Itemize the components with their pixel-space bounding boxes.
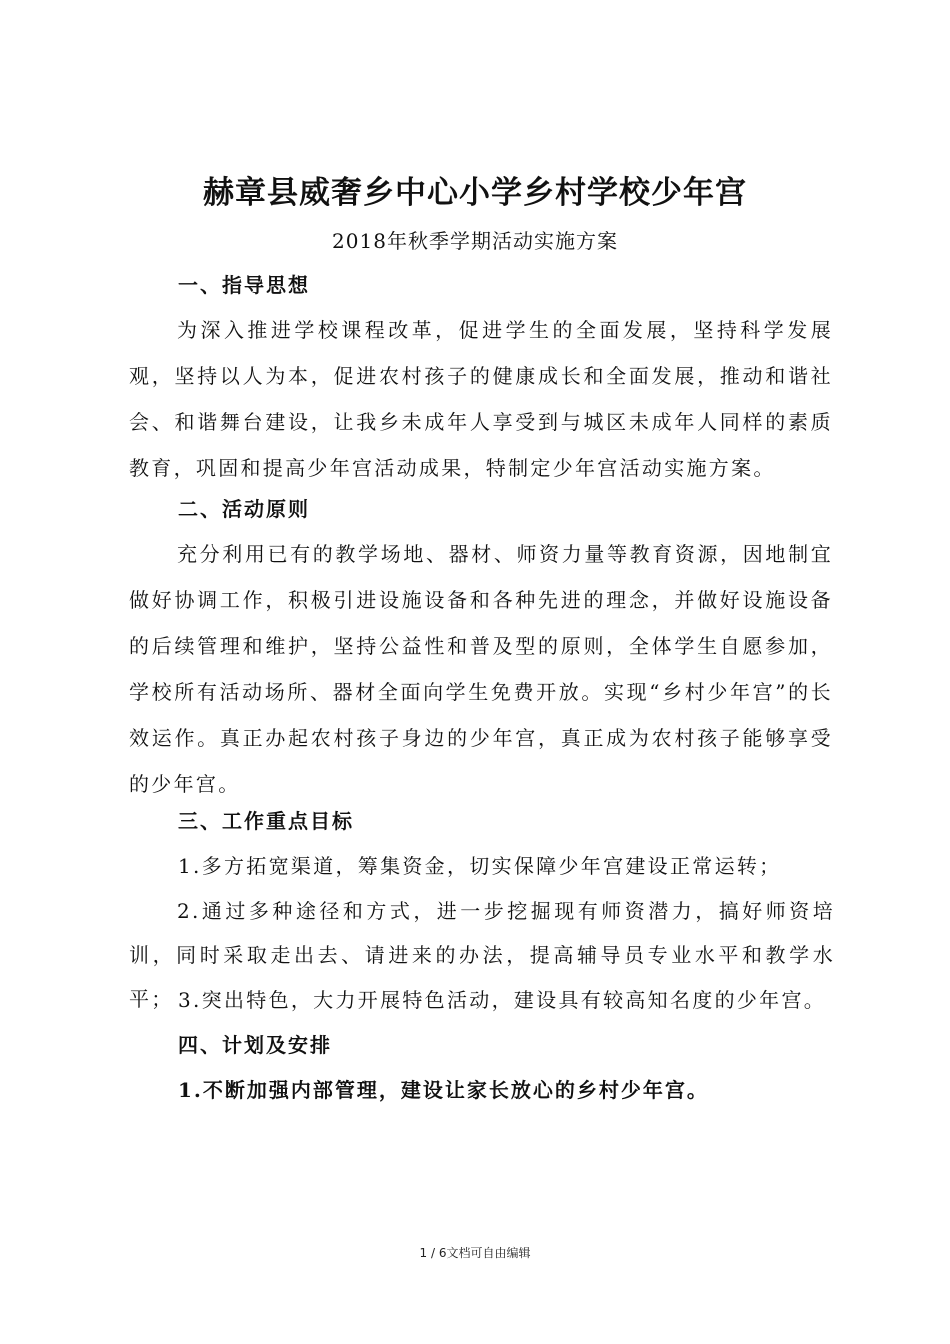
document-title: 赫章县威奢乡中心小学乡村学校少年宫 [203, 175, 747, 211]
goal-item-3: 3.突出特色，大力开展特色活动，建设具有较高知名度的少年宫。 [178, 988, 827, 1012]
section-heading-key-goals: 三、工作重点目标 [178, 809, 354, 833]
section-paragraph-principles: 充分利用已有的教学场地、器材、师资力量等教育资源，因地制宜做好协调工作，积极引进设施设备和各种先进的理念，并做好设施设备的后续管理和维护，坚持公益性和普及型的原则，全体学生自愿参加，学校所有活动场所、器材全面向学生免费开放。实现“乡村少年宫”的长效运作。真正办起农村孩子身边的少年宫，真正成为农村孩子能够享受的少年宫。 [129, 542, 833, 796]
plan-item-1: 1.不断加强内部管理，建设让家长放心的乡村少年宫。 [178, 1078, 709, 1102]
section-heading-guiding-thought: 一、指导思想 [178, 273, 310, 297]
section-heading-plan: 四、计划及安排 [178, 1033, 332, 1057]
goal-item-2: 2.通过多种途径和方式，进一步挖掘现有师资潜力，搞好师资培训，同时采取走出去、请进来的办法，提高辅导员专业水平和教学水平； [129, 899, 835, 1011]
section-paragraph-guiding-thought: 为深入推进学校课程改革，促进学生的全面发展，坚持科学发展观，坚持以人为本，促进农村孩子的健康成长和全面发展，推动和谐社会、和谐舞台建设，让我乡未成年人享受到与城区未成年人同样的素质教育，巩固和提高少年宫活动成果，特制定少年宫活动实施方案。 [129, 318, 833, 480]
goal-item-1: 1.多方拓宽渠道，筹集资金，切实保障少年宫建设正常运转； [178, 854, 782, 878]
section-heading-principles: 二、活动原则 [178, 497, 310, 521]
page-footer: 1 / 6文档可自由编辑 [419, 1246, 531, 1260]
document-subtitle: 2018年秋季学期活动实施方案 [332, 229, 618, 253]
